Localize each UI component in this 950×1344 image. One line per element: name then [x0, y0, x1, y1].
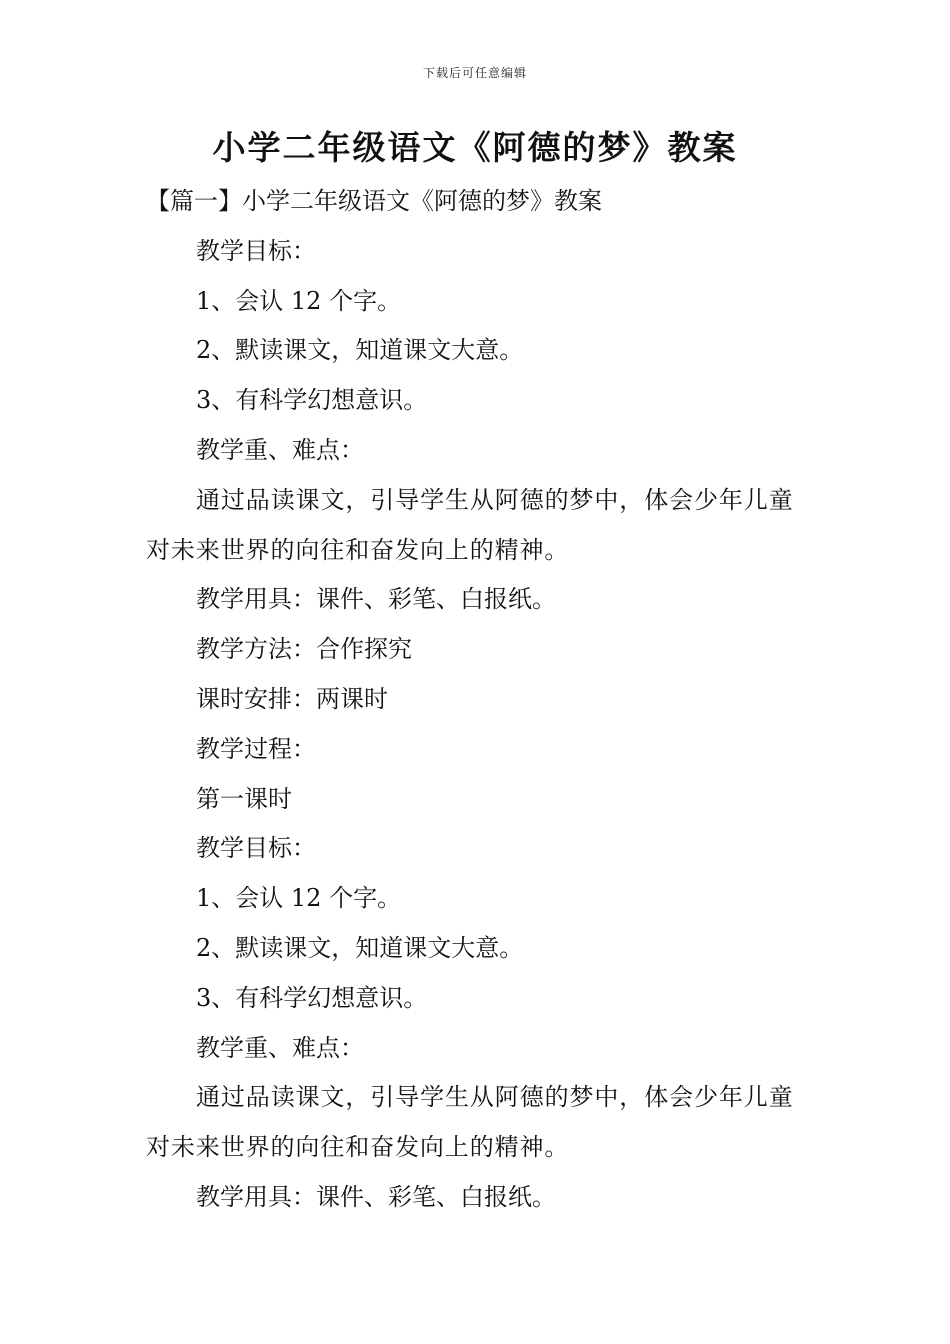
body-line: 教学用具：课件、彩笔、白报纸。: [196, 585, 556, 614]
section-heading: 【篇一】小学二年级语文《阿德的梦》教案: [146, 187, 602, 215]
body-line: 第一课时: [196, 784, 292, 813]
body-line: 3、有科学幻想意识。: [196, 983, 428, 1012]
body-line: 3、有科学幻想意识。: [196, 386, 428, 415]
body-line: 教学过程：: [196, 734, 316, 763]
body-paragraph: 通过品读课文，引导学生从阿德的梦中，体会少年儿童对未来世界的向往和奋发向上的精神。: [146, 485, 794, 564]
body-line: 2、默读课文，知道课文大意。: [196, 933, 524, 962]
document-title: 小学二年级语文《阿德的梦》教案: [212, 128, 738, 167]
body-line: 教学用具：课件、彩笔、白报纸。: [196, 1182, 556, 1211]
body-line: 教学重、难点：: [196, 435, 364, 464]
body-line: 课时安排：两课时: [196, 684, 388, 713]
body-line: 1、会认 12 个字。: [196, 884, 402, 913]
body-line: 教学目标：: [196, 834, 316, 863]
body-line: 1、会认 12 个字。: [196, 286, 402, 315]
body-line: 教学目标：: [196, 236, 316, 265]
body-paragraph: 通过品读课文，引导学生从阿德的梦中，体会少年儿童对未来世界的向往和奋发向上的精神。: [146, 1083, 794, 1162]
body-line: 教学重、难点：: [196, 1033, 364, 1062]
document-body: [146, 177, 810, 1223]
header-note: 下载后可任意编辑: [422, 66, 527, 80]
body-line: 2、默读课文，知道课文大意。: [196, 336, 524, 365]
body-line: 教学方法：合作探究: [196, 635, 412, 664]
